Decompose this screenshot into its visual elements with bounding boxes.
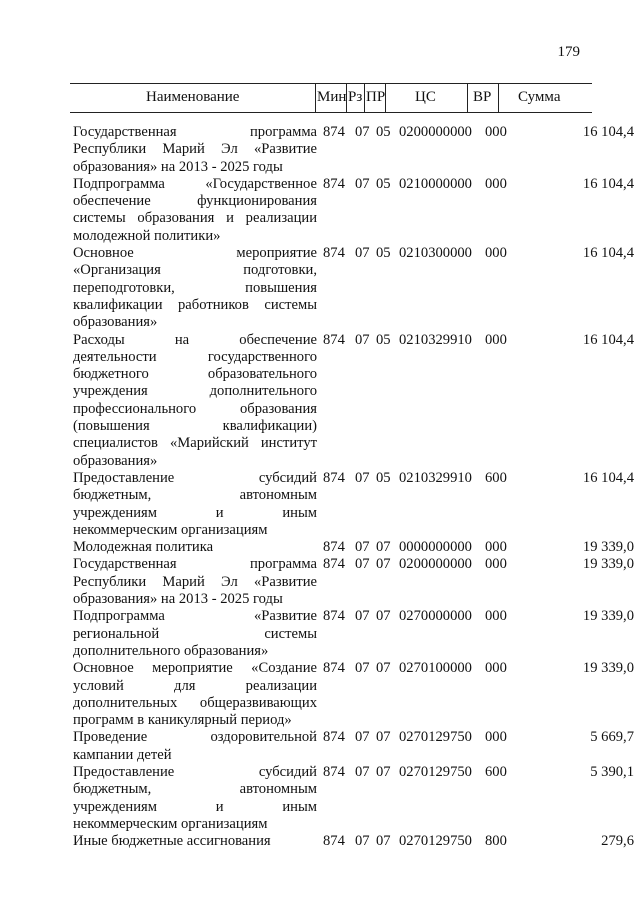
table-row xyxy=(73,331,634,470)
row-min: 874 xyxy=(323,660,345,677)
row-name xyxy=(73,764,317,833)
row-name-line: Государственная программа xyxy=(73,556,317,573)
header-rz: Рз xyxy=(348,89,363,105)
row-name-line: некоммерческим организациям xyxy=(73,521,268,538)
row-vr: 600 xyxy=(485,763,507,780)
row-rz: 07 xyxy=(355,729,370,746)
row-name-line: Иные бюджетные ассигнования xyxy=(73,833,271,850)
row-cs: 0210000000 xyxy=(399,175,472,192)
row-vr: 000 xyxy=(485,175,507,192)
row-name-line: профессионального образования xyxy=(73,400,317,417)
row-min: 874 xyxy=(323,539,345,556)
row-pr: 05 xyxy=(376,245,391,262)
row-name-line: Предоставление субсидий xyxy=(73,469,317,486)
row-name-line: деятельности государственного xyxy=(73,348,317,365)
row-rz: 07 xyxy=(355,556,370,573)
header-vr: ВР xyxy=(473,89,492,105)
row-name-line: дополнительного образования» xyxy=(73,642,269,659)
table-row xyxy=(73,245,634,331)
header-divider xyxy=(385,84,386,112)
row-name xyxy=(73,539,317,556)
header-divider xyxy=(467,84,468,112)
row-sum: 19 339,0 xyxy=(582,608,634,625)
table-row xyxy=(73,556,634,608)
row-name-line: образования» на 2013 - 2025 годы xyxy=(73,591,283,608)
table-header xyxy=(70,83,592,113)
row-pr: 07 xyxy=(376,763,391,780)
row-sum: 16 104,4 xyxy=(582,175,634,192)
row-name-line: Предоставление субсидий xyxy=(73,763,317,780)
row-name-line: Молодежная политика xyxy=(73,539,214,556)
row-name-line: образования» xyxy=(73,452,158,469)
row-cs: 0270100000 xyxy=(399,660,472,677)
row-cs: 0200000000 xyxy=(399,556,472,573)
row-rz: 07 xyxy=(355,245,370,262)
row-vr: 000 xyxy=(485,608,507,625)
row-min: 874 xyxy=(323,245,345,262)
row-name-line: Республики Марий Эл «Развитие xyxy=(73,141,317,158)
row-name xyxy=(73,176,317,245)
row-min: 874 xyxy=(323,729,345,746)
header-sum: Сумма xyxy=(518,89,561,105)
row-pr: 05 xyxy=(376,175,391,192)
table-row xyxy=(73,469,634,539)
row-name-line: Подпрограмма «Государственное xyxy=(73,175,317,192)
row-name-line: бюджетного образовательного xyxy=(73,366,317,383)
row-sum: 5 669,7 xyxy=(590,729,634,746)
row-name-line: программ в каникулярный период» xyxy=(73,712,292,729)
row-name-line: Проведение оздоровительной xyxy=(73,729,317,746)
row-rz: 07 xyxy=(355,608,370,625)
row-sum: 19 339,0 xyxy=(582,539,634,556)
row-cs: 0270129750 xyxy=(399,833,472,850)
row-name-line: переподготовки, повышения xyxy=(73,279,317,296)
row-min: 874 xyxy=(323,556,345,573)
row-vr: 800 xyxy=(485,833,507,850)
table-row xyxy=(73,124,634,176)
row-rz: 07 xyxy=(355,124,370,140)
row-pr: 05 xyxy=(376,469,391,486)
row-name-line: обеспечение функционирования xyxy=(73,193,317,210)
row-name-line: образования» xyxy=(73,314,158,331)
row-sum: 279,6 xyxy=(601,833,634,850)
row-name xyxy=(73,833,317,850)
row-name-line: учреждениям и иным xyxy=(73,798,317,815)
row-rz: 07 xyxy=(355,331,370,348)
row-name-line: Государственная программа xyxy=(73,124,317,140)
table-row xyxy=(73,660,634,729)
header-divider xyxy=(498,84,499,112)
row-name-line: системы образования и реализации xyxy=(73,210,317,227)
row-name-line: дополнительных общеразвивающих xyxy=(73,694,317,711)
row-name-line: Основное мероприятие xyxy=(73,245,317,262)
row-name-line: бюджетным, автономным xyxy=(73,487,317,504)
row-rz: 07 xyxy=(355,833,370,850)
row-sum: 16 104,4 xyxy=(582,124,634,140)
row-rz: 07 xyxy=(355,763,370,780)
row-name xyxy=(73,660,317,729)
row-cs: 0200000000 xyxy=(399,124,472,140)
row-name-line: специалистов «Марийский институт xyxy=(73,435,317,452)
row-sum: 19 339,0 xyxy=(582,660,634,677)
table-row xyxy=(73,729,634,764)
row-sum: 16 104,4 xyxy=(582,245,634,262)
row-vr: 000 xyxy=(485,556,507,573)
row-vr: 000 xyxy=(485,331,507,348)
row-name xyxy=(73,470,317,539)
header-divider xyxy=(315,84,316,112)
row-rz: 07 xyxy=(355,660,370,677)
row-pr: 07 xyxy=(376,556,391,573)
row-name-line: некоммерческим организациям xyxy=(73,815,268,832)
row-pr: 05 xyxy=(376,124,391,140)
row-sum: 16 104,4 xyxy=(582,469,634,486)
row-name-line: региональной системы xyxy=(73,625,317,642)
row-name xyxy=(73,245,317,331)
row-rz: 07 xyxy=(355,175,370,192)
row-name xyxy=(73,556,317,608)
row-vr: 000 xyxy=(485,660,507,677)
row-pr: 07 xyxy=(376,608,391,625)
row-min: 874 xyxy=(323,608,345,625)
row-vr: 600 xyxy=(485,469,507,486)
row-sum: 19 339,0 xyxy=(582,556,634,573)
row-name-line: Подпрограмма «Развитие xyxy=(73,608,317,625)
row-name-line: бюджетным, автономным xyxy=(73,781,317,798)
row-name-line: учреждениям и иным xyxy=(73,504,317,521)
row-min: 874 xyxy=(323,124,345,140)
header-divider xyxy=(346,84,347,112)
table-row xyxy=(73,175,634,245)
header-pr: ПР xyxy=(366,89,386,105)
row-vr: 000 xyxy=(485,539,507,556)
page-number: 179 xyxy=(557,44,580,60)
row-rz: 07 xyxy=(355,539,370,556)
row-vr: 000 xyxy=(485,124,507,140)
table-row xyxy=(73,833,634,850)
row-name-line: кампании детей xyxy=(73,746,172,763)
row-cs: 0000000000 xyxy=(399,539,472,556)
row-name-line: (повышения квалификации) xyxy=(73,418,317,435)
row-pr: 07 xyxy=(376,833,391,850)
row-min: 874 xyxy=(323,331,345,348)
row-name-line: Расходы на обеспечение xyxy=(73,331,317,348)
row-name-line: образования» на 2013 - 2025 годы xyxy=(73,158,283,175)
row-name-line: учреждения дополнительного xyxy=(73,383,317,400)
row-min: 874 xyxy=(323,833,345,850)
row-pr: 05 xyxy=(376,331,391,348)
row-name-line: Основное мероприятие «Создание xyxy=(73,660,317,677)
row-name-line: квалификации работников системы xyxy=(73,296,317,313)
row-pr: 07 xyxy=(376,539,391,556)
table-row xyxy=(73,539,634,556)
row-name xyxy=(73,729,317,764)
row-vr: 000 xyxy=(485,729,507,746)
row-name xyxy=(73,332,317,470)
row-pr: 07 xyxy=(376,729,391,746)
row-vr: 000 xyxy=(485,245,507,262)
header-min: Мин xyxy=(317,89,347,105)
row-name-line: «Организация подготовки, xyxy=(73,262,317,279)
row-cs: 0270000000 xyxy=(399,608,472,625)
row-name-line: условий для реализации xyxy=(73,677,317,694)
row-cs: 0210300000 xyxy=(399,245,472,262)
row-cs: 0270129750 xyxy=(399,729,472,746)
row-min: 874 xyxy=(323,175,345,192)
header-divider xyxy=(364,84,365,112)
row-cs: 0210329910 xyxy=(399,469,472,486)
header-cs: ЦС xyxy=(415,89,436,105)
row-cs: 0270129750 xyxy=(399,763,472,780)
row-min: 874 xyxy=(323,469,345,486)
table-row xyxy=(73,608,634,660)
row-min: 874 xyxy=(323,763,345,780)
row-name xyxy=(73,608,317,660)
row-rz: 07 xyxy=(355,469,370,486)
header-name: Наименование xyxy=(146,89,240,105)
row-sum: 16 104,4 xyxy=(582,331,634,348)
row-sum: 5 390,1 xyxy=(590,763,634,780)
row-name-line: Республики Марий Эл «Развитие xyxy=(73,573,317,590)
row-name-line: молодежной политики» xyxy=(73,227,221,244)
row-name xyxy=(73,124,317,176)
table-body xyxy=(73,124,634,850)
row-pr: 07 xyxy=(376,660,391,677)
row-cs: 0210329910 xyxy=(399,331,472,348)
table-row xyxy=(73,763,634,833)
